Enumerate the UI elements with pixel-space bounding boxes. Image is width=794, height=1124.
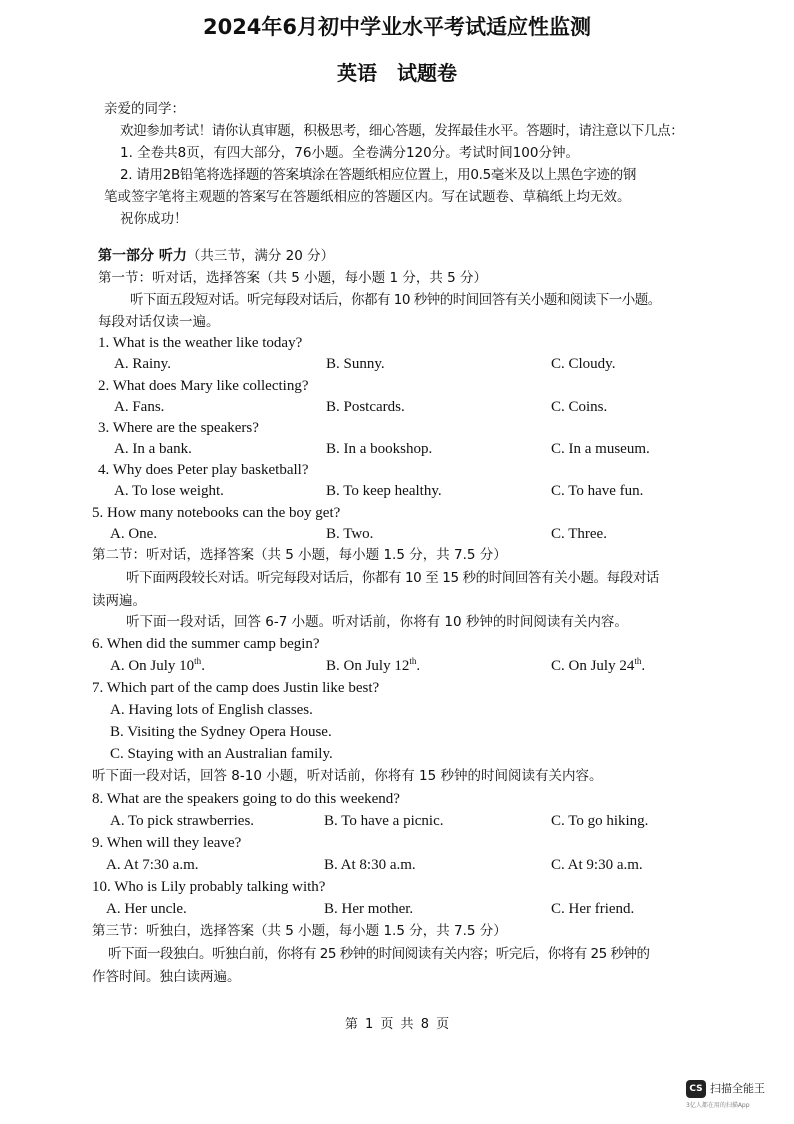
section-instruction: 听下面一段对话，回答 8-10 小题，听对话前，你将有 15 秒钟的时间阅读有关内容。 <box>92 768 603 784</box>
option-b: B. Sunny. <box>326 356 385 372</box>
option-a: A. Fans. <box>114 399 165 415</box>
question-stem: 4. Why does Peter play basketball? <box>98 462 309 478</box>
intro-line: 欢迎参加考试！请你认真审题，积极思考，细心答题，发挥最佳水平。答题时，请注意以下几点： <box>120 123 684 139</box>
intro-line: 2. 请用2B铅笔将选择题的答案填涂在答题纸相应位置上，用0.5毫米及以上黑色字迹的钢 <box>120 167 637 183</box>
option-c: C. To have fun. <box>551 483 644 499</box>
part1-heading-rest: （共三节，满分 20 分） <box>186 248 335 264</box>
scanner-watermark <box>686 1080 786 1120</box>
option-c: C. Coins. <box>551 399 608 415</box>
intro-greeting: 亲爱的同学： <box>104 101 185 117</box>
cs-logo-icon: CS <box>686 1080 706 1098</box>
watermark-name: 扫描全能王 <box>710 1082 765 1095</box>
option-a: A. To pick strawberries. <box>110 813 255 829</box>
intro-line: 笔或签字笔将主观题的答案写在答题纸相应的答题区内。写在试题卷、草稿纸上均无效。 <box>104 189 631 205</box>
option-a-text: A. On July 10 <box>110 658 195 674</box>
option-b: B. On July 12th. <box>326 656 421 674</box>
option-b: B. To keep healthy. <box>326 483 442 499</box>
section-instruction: 听下面一段对话，回答 6-7 小题。听对话前，你将有 10 秒钟的时间阅读有关内容。 <box>126 614 628 630</box>
option-a: A. One. <box>110 526 158 542</box>
option-c: C. Three. <box>551 526 607 542</box>
option-b: B. Her mother. <box>324 901 414 917</box>
option-c: C. To go hiking. <box>551 813 649 829</box>
option-c: C. In a museum. <box>551 441 650 457</box>
part1-heading-bold: 第一部分 听力 <box>98 248 187 264</box>
part1-heading <box>98 247 334 265</box>
option-c: C. Her friend. <box>551 901 635 917</box>
section-instruction: 听下面一段独白。听独白前，你将有 25 秒钟的时间阅读有关内容；听完后，你将有 25 秒钟的 <box>108 946 650 962</box>
question-stem: 10. Who is Lily probably talking with? <box>92 879 326 895</box>
option-c: C. At 9:30 a.m. <box>551 857 643 873</box>
option-b: B. Postcards. <box>326 399 405 415</box>
section-title: 第二节：听对话，选择答案（共 5 小题，每小题 1.5 分，共 7.5 分） <box>92 547 507 563</box>
exam-title: 2024年6月初中学业水平考试适应性监测 <box>202 15 592 39</box>
question-stem: 2. What does Mary like collecting? <box>98 378 309 394</box>
option-b: B. To have a picnic. <box>324 813 444 829</box>
section-instruction: 每段对话仅读一遍。 <box>98 314 220 330</box>
watermark-tagline: 3亿人都在用的扫描App <box>686 1102 750 1109</box>
section-title: 第一节：听对话，选择答案（共 5 小题，每小题 1 分，共 5 分） <box>98 270 488 286</box>
question-stem: 5. How many notebooks can the boy get? <box>92 505 341 521</box>
option-a: A. In a bank. <box>114 441 192 457</box>
section-instruction: 听下面两段较长对话。听完每段对话后，你都有 10 至 15 秒的时间回答有关小题。每段对话 <box>126 570 660 586</box>
question-stem: 9. When will they leave? <box>92 835 242 851</box>
ordinal-suffix: th <box>194 656 202 666</box>
option-c: C. Staying with an Australian family. <box>110 746 333 762</box>
section-title: 第三节：听独白，选择答案（共 5 小题，每小题 1.5 分，共 7.5 分） <box>92 923 507 939</box>
option-a: A. To lose weight. <box>114 483 224 499</box>
exam-subtitle: 英语 试题卷 <box>337 61 457 85</box>
option-c-text: C. On July 24 <box>551 658 635 674</box>
question-stem: 8. What are the speakers going to do this weekend? <box>92 791 400 807</box>
section-instruction: 作答时间。独白读两遍。 <box>92 969 241 985</box>
option-b: B. At 8:30 a.m. <box>324 857 416 873</box>
question-stem: 7. Which part of the camp does Justin like best? <box>92 680 380 696</box>
option-c: C. On July 24th. <box>551 656 646 674</box>
question-stem: 1. What is the weather like today? <box>98 335 303 351</box>
intro-line: 1. 全卷共8页，有四大部分，76小题。全卷满分120分。考试时间100分钟。 <box>120 145 579 161</box>
option-a: A. Her uncle. <box>106 901 187 917</box>
option-b: B. Two. <box>326 526 374 542</box>
option-a: A. Having lots of English classes. <box>110 702 313 718</box>
option-b-text: B. On July 12 <box>326 658 410 674</box>
page-number: 第 1 页 共 8 页 <box>344 1017 450 1032</box>
question-stem: 3. Where are the speakers? <box>98 420 259 436</box>
option-a: A. On July 10th. <box>110 656 205 674</box>
ordinal-suffix: th <box>634 656 642 666</box>
section-instruction: 听下面五段短对话。听完每段对话后，你都有 10 秒钟的时间回答有关小题和阅读下一小题。 <box>130 292 661 308</box>
option-b: B. In a bookshop. <box>326 441 433 457</box>
option-a: A. At 7:30 a.m. <box>106 857 199 873</box>
intro-line: 祝你成功！ <box>120 211 188 227</box>
section-instruction: 读两遍。 <box>92 593 146 609</box>
option-a: A. Rainy. <box>114 356 171 372</box>
option-c: C. Cloudy. <box>551 356 616 372</box>
question-stem: 6. When did the summer camp begin? <box>92 636 320 652</box>
ordinal-suffix: th <box>409 656 417 666</box>
option-b: B. Visiting the Sydney Opera House. <box>110 724 332 740</box>
